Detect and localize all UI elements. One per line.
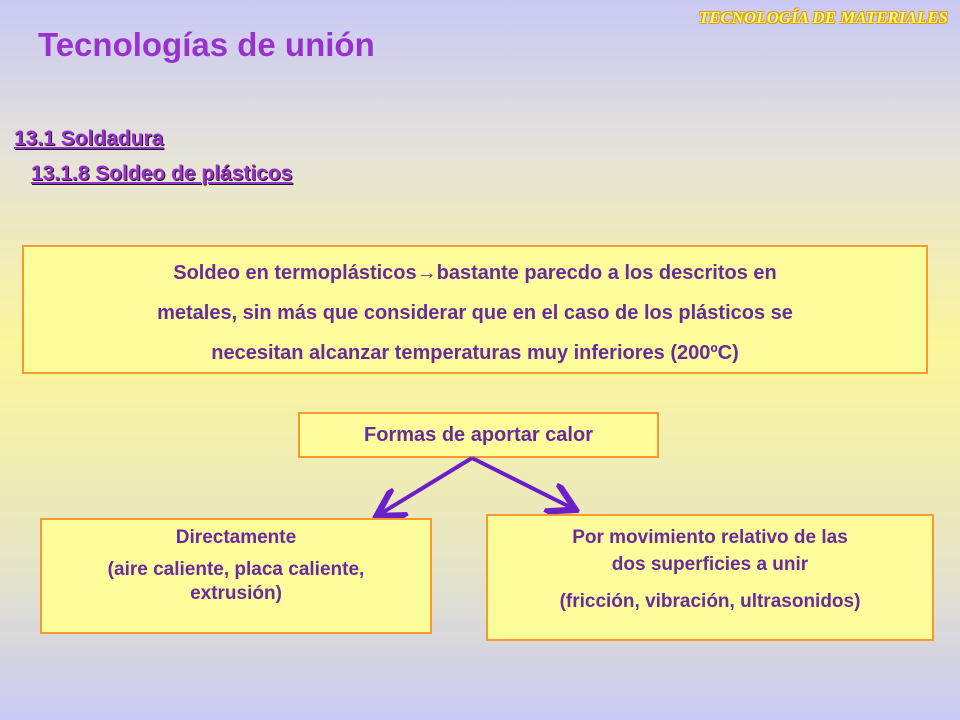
heat-methods-box: Formas de aportar calor bbox=[298, 412, 659, 458]
definition-box bbox=[22, 245, 928, 374]
relative-motion-box bbox=[486, 514, 934, 641]
definition-line-2: metales, sin más que considerar que en el caso de los plásticos se bbox=[157, 302, 793, 324]
page-title: Tecnologías de unión bbox=[38, 26, 375, 63]
arrow-right-branch bbox=[472, 458, 572, 508]
section-heading-soldeo-plasticos: 13.1.8 Soldeo de plásticos bbox=[31, 162, 293, 185]
motion-title-2: dos superficies a unir bbox=[611, 554, 809, 575]
direct-heating-box bbox=[40, 518, 432, 634]
direct-title: Directamente bbox=[175, 527, 297, 548]
definition-line-3: necesitan alcanzar temperaturas muy inferiores (200ºC) bbox=[211, 342, 739, 364]
arrow-left-branch bbox=[380, 458, 472, 514]
direct-examples-1: (aire caliente, placa caliente, bbox=[107, 559, 365, 580]
arrow-right-icon: → bbox=[416, 262, 437, 284]
definition-line-1 bbox=[24, 253, 926, 293]
definition-line-1-rest: bastante parecdo a los descritos en bbox=[436, 262, 777, 284]
direct-examples-2: extrusión) bbox=[190, 583, 282, 604]
header-tag: TECNOLOGÍA DE MATERIALES bbox=[698, 8, 948, 27]
definition-lead: Soldeo en termoplásticos bbox=[173, 262, 417, 284]
motion-title-1: Por movimiento relativo de las bbox=[572, 527, 848, 548]
motion-examples: (fricción, vibración, ultrasonidos) bbox=[559, 591, 861, 612]
section-heading-soldadura: 13.1 Soldadura bbox=[14, 127, 164, 150]
